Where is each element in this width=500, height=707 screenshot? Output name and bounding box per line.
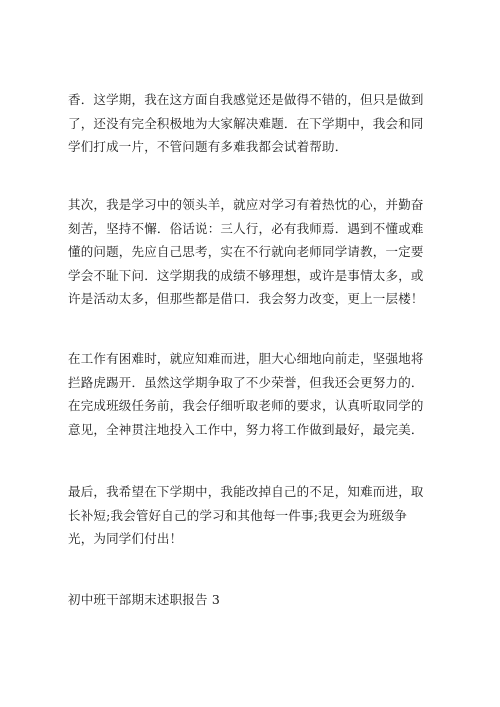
paragraph-line: 意见，全神贯注地投入工作中，努力将工作做到最好，最完美． xyxy=(68,421,424,437)
paragraph-4 xyxy=(68,480,438,551)
paragraph-line: 刻苦，坚持不懈．俗话说：三人行，必有我师焉．遇到不懂或难 xyxy=(68,220,424,236)
paragraph-1 xyxy=(68,88,438,159)
paragraph-2 xyxy=(68,193,438,311)
paragraph-line: 在工作有困难时，就应知难而进，胆大心细地向前走，坚强地将 xyxy=(68,351,424,366)
paragraph-line: 光，为同学们付出！ xyxy=(68,531,183,546)
paragraph-line: 许是活动太多，但那些都是借口．我会努力改变，更上一层楼！ xyxy=(68,291,424,306)
section-heading: 初中班干部期末述职报告 3 xyxy=(68,592,221,607)
paragraph-line: 长补短;我会管好自己的学习和其他每一件事;我更会为班级争 xyxy=(68,507,408,523)
paragraph-line: 最后，我希望在下学期中，我能改掉自己的不足，知难而进，取 xyxy=(68,484,424,499)
paragraph-line: 学会不耻下问．这学期我的成绩不够理想，或许是事情太多，或 xyxy=(68,267,424,283)
paragraph-line: 拦路虎踢开．虽然这学期争取了不少荣誉，但我还会更努力的． xyxy=(68,374,424,390)
paragraph-line: 其次，我是学习中的领头羊，就应对学习有着热忱的心，并勤奋 xyxy=(68,197,424,212)
paragraph-line: 学们打成一片，不管问题有多难我都会试着帮助． xyxy=(68,139,348,154)
paragraph-line: 在完成班级任务前，我会仔细听取老师的要求，认真听取同学的 xyxy=(68,398,424,413)
paragraph-line: 懂的问题，先应自己思考，实在不行就向老师同学请教，一定要 xyxy=(68,244,424,259)
paragraph-line: 了，还没有完全积极地为大家解决难题．在下学期中，我会和同 xyxy=(68,115,424,131)
paragraph-3 xyxy=(68,347,438,441)
paragraph-line: 香．这学期，我在这方面自我感觉还是做得不错的，但只是做到 xyxy=(68,92,424,107)
